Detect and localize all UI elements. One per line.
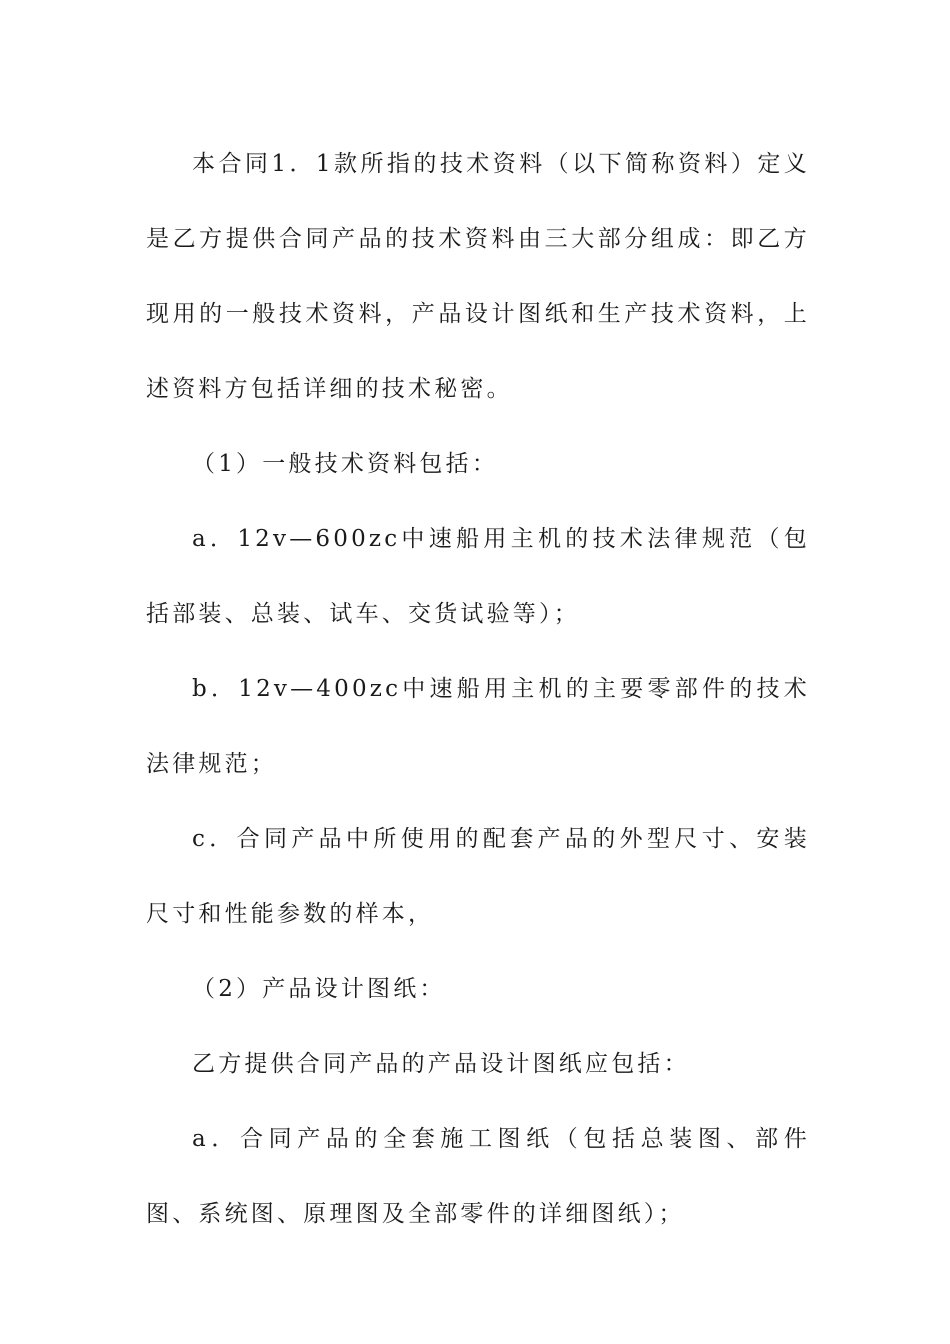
paragraph-design-drawings-heading: （2）产品设计图纸： — [192, 976, 446, 1002]
paragraph-item-a-600zc: a．12v—600zc中速船用主机的技术法律规范（包括部装、总装、试车、交货试验等）； — [146, 526, 810, 627]
paragraph-definition: 本合同1．1款所指的技术资料（以下简称资料）定义是乙方提供合同产品的技术资料由三大部分组成：即乙方现用的一般技术资料，产品设计图纸和生产技术资料，上述资料方包括详细的技术秘密。 — [146, 151, 810, 402]
paragraph-item-a-construction-drawings: a．合同产品的全套施工图纸（包括总装图、部件图、系统图、原理图及全部零件的详细图纸）； — [146, 1126, 810, 1227]
document-body — [146, 127, 810, 1252]
paragraph-general-tech-heading: （1）一般技术资料包括： — [192, 451, 499, 477]
paragraph-item-c-samples: c．合同产品中所使用的配套产品的外型尺寸、安装尺寸和性能参数的样本， — [146, 826, 810, 927]
paragraph-item-b-400zc: b．12v—400zc中速船用主机的主要零部件的技术法律规范； — [146, 676, 810, 777]
paragraph-design-drawings-intro: 乙方提供合同产品的产品设计图纸应包括： — [192, 1051, 690, 1077]
